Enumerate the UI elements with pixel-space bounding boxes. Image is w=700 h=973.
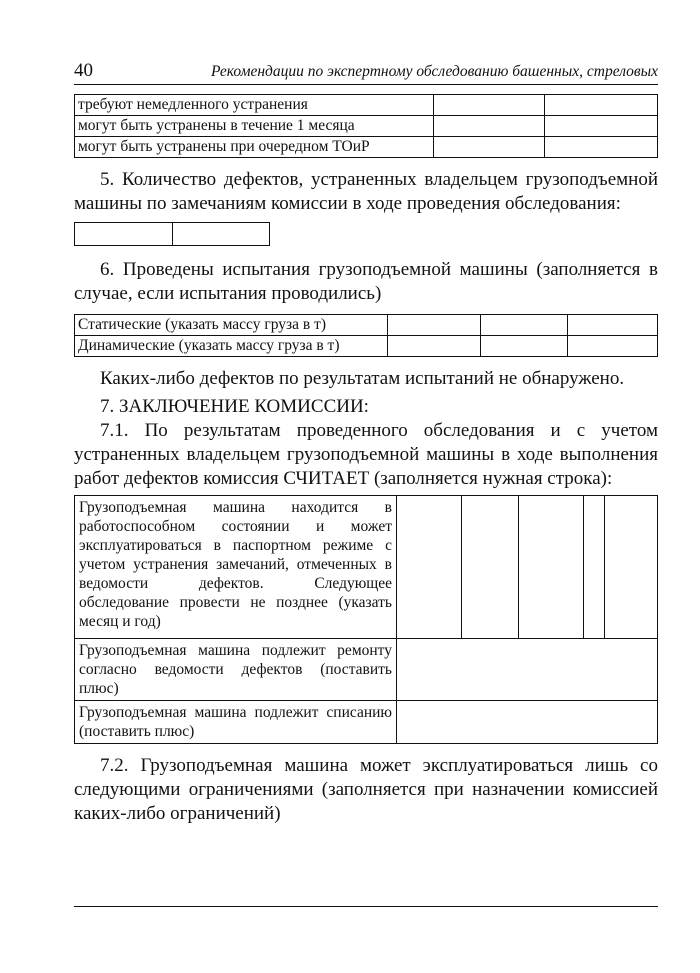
table-cell-empty [397,639,658,701]
table-cell-label: Грузоподъемная машина находится в работоспособном состоянии и может эксплуатироваться в паспортном режиме с учетом устранения замечаний, отмеченных в ведомости дефектов. Следующее обследование провести не позднее (указать месяц и год) [75,496,397,639]
table-cell-label: Динамические (указать массу груза в т) [75,336,388,357]
table-row [75,701,658,744]
section-7-2-text: 7.2. Грузоподъемная машина может эксплуатироваться лишь со следующими ограничениями (заполняется при назначении комиссией каких-либо ограничений) [74,755,658,824]
section-6-text: 6. Проведены испытания грузоподъемной машины (заполняется в случае, если испытания проводились) [74,259,658,304]
table-cell-label: могут быть устранены в течение 1 месяца [75,116,434,137]
page-number: 40 [74,60,93,81]
table-cell-empty [568,315,658,336]
table-cell-empty [397,701,658,744]
table-cell-empty [434,137,545,158]
table-cell-empty [519,496,584,639]
table-row [75,137,658,158]
table-cell-empty [397,496,462,639]
table-cell-label: Грузоподъемная машина подлежит ремонту согласно ведомости дефектов (поставить плюс) [75,639,397,701]
defects-count-table [74,222,270,246]
table-cell-empty [75,223,173,246]
tests-table [74,314,658,357]
table-row [75,336,658,357]
table-cell-empty [462,496,519,639]
table-cell-label: требуют немедленного устранения [75,95,434,116]
table-cell-empty [545,116,658,137]
table-row [75,639,658,701]
table-cell-label: могут быть устранены при очередном ТОиР [75,137,434,158]
table-cell-empty [481,336,568,357]
no-defects-text: Каких-либо дефектов по результатам испытаний не обнаружено. [100,368,625,389]
table-cell-empty [545,95,658,116]
defects-table [74,94,658,158]
table-cell-label: Грузоподъемная машина подлежит списанию (поставить плюс) [75,701,397,744]
running-title: Рекомендации по экспертному обследованию башенных, стреловых [210,63,658,80]
section-7-1-text: 7.1. По результатам проведенного обследования и с учетом устраненных владельцем грузоподъемной машины в ходе выполнения работ дефектов комиссия СЧИТАЕТ (заполняется нужная строка): [74,420,658,489]
table-cell-empty [172,223,270,246]
page-header [74,60,658,85]
table-cell-empty [388,315,481,336]
table-row [75,223,270,246]
table-row [75,95,658,116]
table-cell-empty [605,496,658,639]
table-cell-empty [388,336,481,357]
table-row [75,315,658,336]
section-7-heading: 7. ЗАКЛЮЧЕНИЕ КОМИССИИ: [100,396,369,417]
conclusion-table [74,495,658,744]
table-cell-empty [584,496,605,639]
table-row [75,116,658,137]
section-5-text: 5. Количество дефектов, устраненных владельцем грузоподъемной машины по замечаниям комиссии в ходе проведения обследования: [74,169,658,214]
fill-in-line [74,906,658,907]
table-row [75,496,658,639]
table-cell-empty [434,116,545,137]
table-cell-empty [434,95,545,116]
document-page [74,60,658,826]
table-cell-label: Статические (указать массу груза в т) [75,315,388,336]
table-cell-empty [545,137,658,158]
table-cell-empty [568,336,658,357]
table-cell-empty [481,315,568,336]
